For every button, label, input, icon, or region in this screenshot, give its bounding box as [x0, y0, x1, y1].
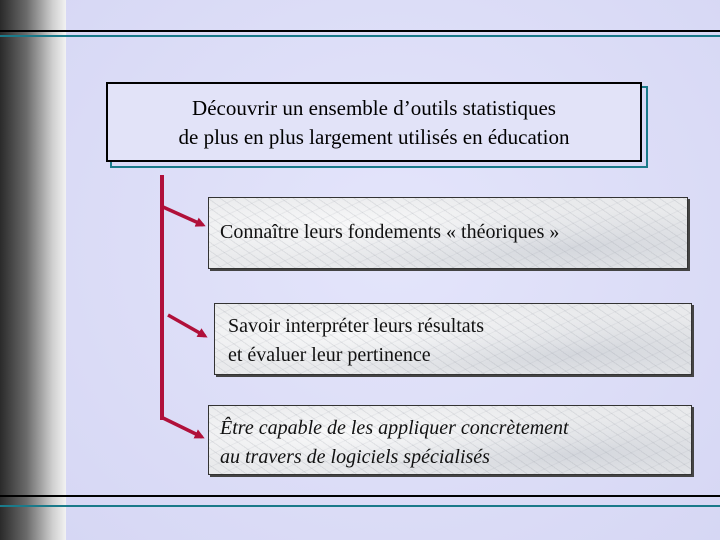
title-line-1: Découvrir un ensemble d’outils statistiques	[192, 96, 556, 120]
item-2-line-1: Savoir interpréter leurs résultats	[228, 315, 485, 337]
item-1-line-1: Connaître leurs fondements « théoriques »	[220, 221, 560, 243]
item-3-line-1: Être capable de les appliquer concrètement	[220, 417, 569, 439]
arrow-3	[163, 418, 202, 437]
item-3-line-2: au travers de logiciels spécialisés	[220, 446, 490, 468]
arrow-1	[163, 207, 203, 225]
title-line-2: de plus en plus largement utilisés en éducation	[178, 125, 570, 149]
item-box-3	[208, 405, 692, 475]
item-box-1	[208, 197, 688, 269]
item-2-line-2: et évaluer leur pertinence	[228, 344, 431, 366]
item-box-2	[214, 303, 692, 375]
arrow-2	[168, 315, 205, 336]
